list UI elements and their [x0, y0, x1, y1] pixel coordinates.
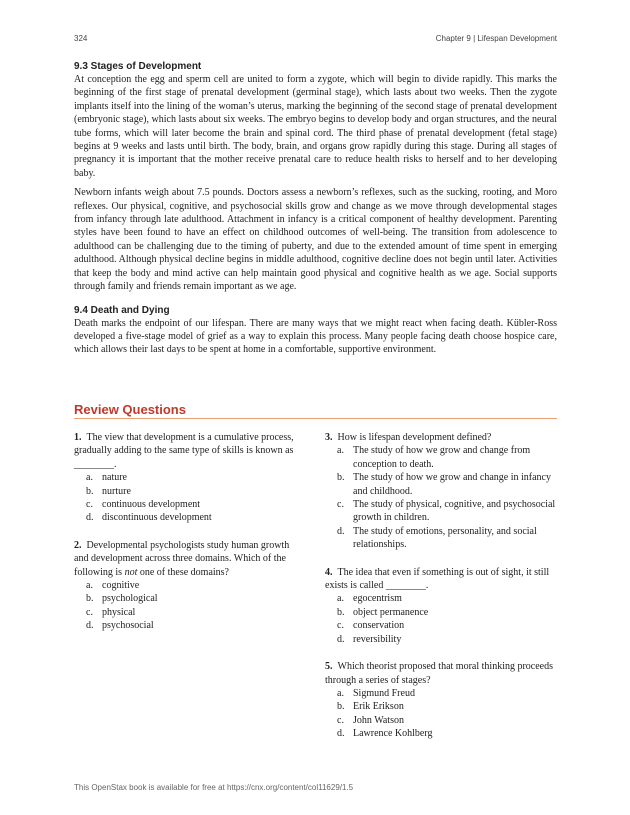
- answer-option[interactable]: c. conservation: [337, 620, 405, 632]
- answer-option[interactable]: c. physical: [86, 606, 136, 618]
- answer-option[interactable]: d. Lawrence Kohlberg: [337, 728, 433, 740]
- answer-option[interactable]: d. discontinuous development: [86, 512, 212, 524]
- question-3: [325, 431, 557, 552]
- question-1: [74, 431, 296, 525]
- answer-option[interactable]: b. nurture: [86, 485, 131, 497]
- question-prompt: The view that development is a cumulative process, gradually adding to the same type of skills is known as ________.: [74, 432, 294, 470]
- question-number: 1.: [74, 432, 82, 443]
- summary-section: [74, 60, 557, 363]
- question-4: [325, 566, 557, 646]
- answer-option[interactable]: c. John Watson: [337, 714, 404, 726]
- answer-option[interactable]: a. Sigmund Freud: [337, 687, 415, 699]
- question-prompt-end: one of these domains?: [137, 566, 229, 578]
- answer-option[interactable]: a. nature: [86, 472, 127, 484]
- answer-option[interactable]: a. cognitive: [86, 580, 140, 592]
- question-text: [325, 660, 557, 687]
- questions-column-right: [325, 431, 557, 755]
- question-prompt: How is lifespan development defined?: [337, 432, 492, 443]
- section-stages: [74, 60, 557, 294]
- answer-options: [325, 444, 557, 551]
- question-text: [325, 566, 557, 593]
- review-questions-title: Review Questions: [74, 402, 557, 419]
- question-5: [325, 660, 557, 740]
- section-heading: 9.4 Death and Dying: [74, 304, 170, 316]
- section-heading: 9.3 Stages of Development: [74, 61, 202, 72]
- questions-column-left: [74, 431, 296, 647]
- question-number: 2.: [74, 539, 82, 551]
- answer-option[interactable]: b. Erik Erikson: [337, 701, 404, 713]
- answer-option[interactable]: a. egocentrism: [337, 593, 402, 605]
- answer-option[interactable]: d. psychosocial: [86, 620, 154, 632]
- question-text: [74, 431, 296, 471]
- answer-option[interactable]: b. psychological: [86, 593, 158, 605]
- question-2: [74, 539, 296, 633]
- footer-note: This OpenStax book is available for free at https://cnx.org/content/col11629/1.5: [74, 783, 354, 792]
- question-number: 3.: [325, 432, 333, 443]
- question-prompt: The idea that even if something is out of sight, it still exists is called ________.: [325, 566, 550, 592]
- answer-option[interactable]: c. continuous development: [86, 499, 201, 511]
- question-number: 4.: [325, 566, 333, 578]
- paragraph: Death marks the endpoint of our lifespan. There are many ways that we might react when facing death. Kübler-Ross developed a five-stage model of grief as a way to explain this process. Many people facing death choose hospice care, which allows their last days to be spent at home in a comfortable, supportive environment.: [74, 317, 557, 356]
- answer-options: [325, 592, 557, 646]
- chapter-header: Chapter 9 | Lifespan Development: [435, 34, 557, 43]
- page-number: 324: [74, 34, 88, 43]
- answer-options: [74, 579, 296, 633]
- answer-option[interactable]: d. The study of emotions, personality, and social relationships.: [337, 525, 537, 551]
- answer-option[interactable]: b. object permanence: [337, 606, 429, 618]
- paragraph: At conception the egg and sperm cell are united to form a zygote, which will begin to divide rapidly. This marks the beginning of the first stage of prenatal development (germinal stage), which lasts about two weeks. Then the zygote implants itself into the lining of the woman’s uterus, marking the beginning of the second stage of prenatal development (embryonic stage), which lasts about six weeks. The embryo begins to develop body and organ structures, and the neural tube forms, which will later become the brain and spinal cord. The third phase of prenatal development (fetal stage) begins at 9 weeks and lasts until birth. The body, brain, and organs grow rapidly during this stage. During all stages of pregnancy it is important that the mother receive prenatal care to reduce health risks to herself and to her developing baby.: [74, 74, 557, 179]
- answer-option[interactable]: a. The study of how we grow and change from conception to death.: [337, 445, 531, 470]
- paragraph: Newborn infants weigh about 7.5 pounds. Doctors assess a newborn’s reflexes, such as the sucking, rooting, and Moro reflexes. Our physical, cognitive, and psychosocial skills grow and change as we move through developmental stages from infancy through late adulthood. Attachment in infancy is a critical component of healthy development. Parenting styles have been found to have an effect on childhood outcomes of well-being. The transition from adolescence to adulthood can be challenging due to the timing of puberty, and due to the extended amount of time spent in emerging adulthood. Although physical decline begins in middle adulthood, cognitive decline does not begin until later. Activities that keep the body and mind active can help maintain good physical and cognitive health as we age. Social supports through family and friends remain important as we age.: [74, 187, 557, 293]
- question-prompt: Which theorist proposed that moral thinking proceeds through a series of stages?: [325, 661, 554, 686]
- answer-options: [325, 687, 557, 741]
- answer-option[interactable]: d. reversibility: [337, 633, 402, 645]
- question-text: [74, 539, 296, 579]
- answer-option[interactable]: b. The study of how we grow and change in infancy and childhood.: [337, 472, 551, 497]
- answer-options: [74, 471, 296, 525]
- section-death-and-dying: [74, 304, 557, 357]
- question-text: [325, 431, 557, 444]
- question-number: 5.: [325, 661, 333, 673]
- question-prompt: Developmental psychologists study human growth and development across three domains. Which of the following is: [74, 539, 290, 578]
- question-emphasis: not: [124, 566, 138, 578]
- answer-option[interactable]: c. The study of physical, cognitive, and psychosocial growth in children.: [337, 499, 556, 524]
